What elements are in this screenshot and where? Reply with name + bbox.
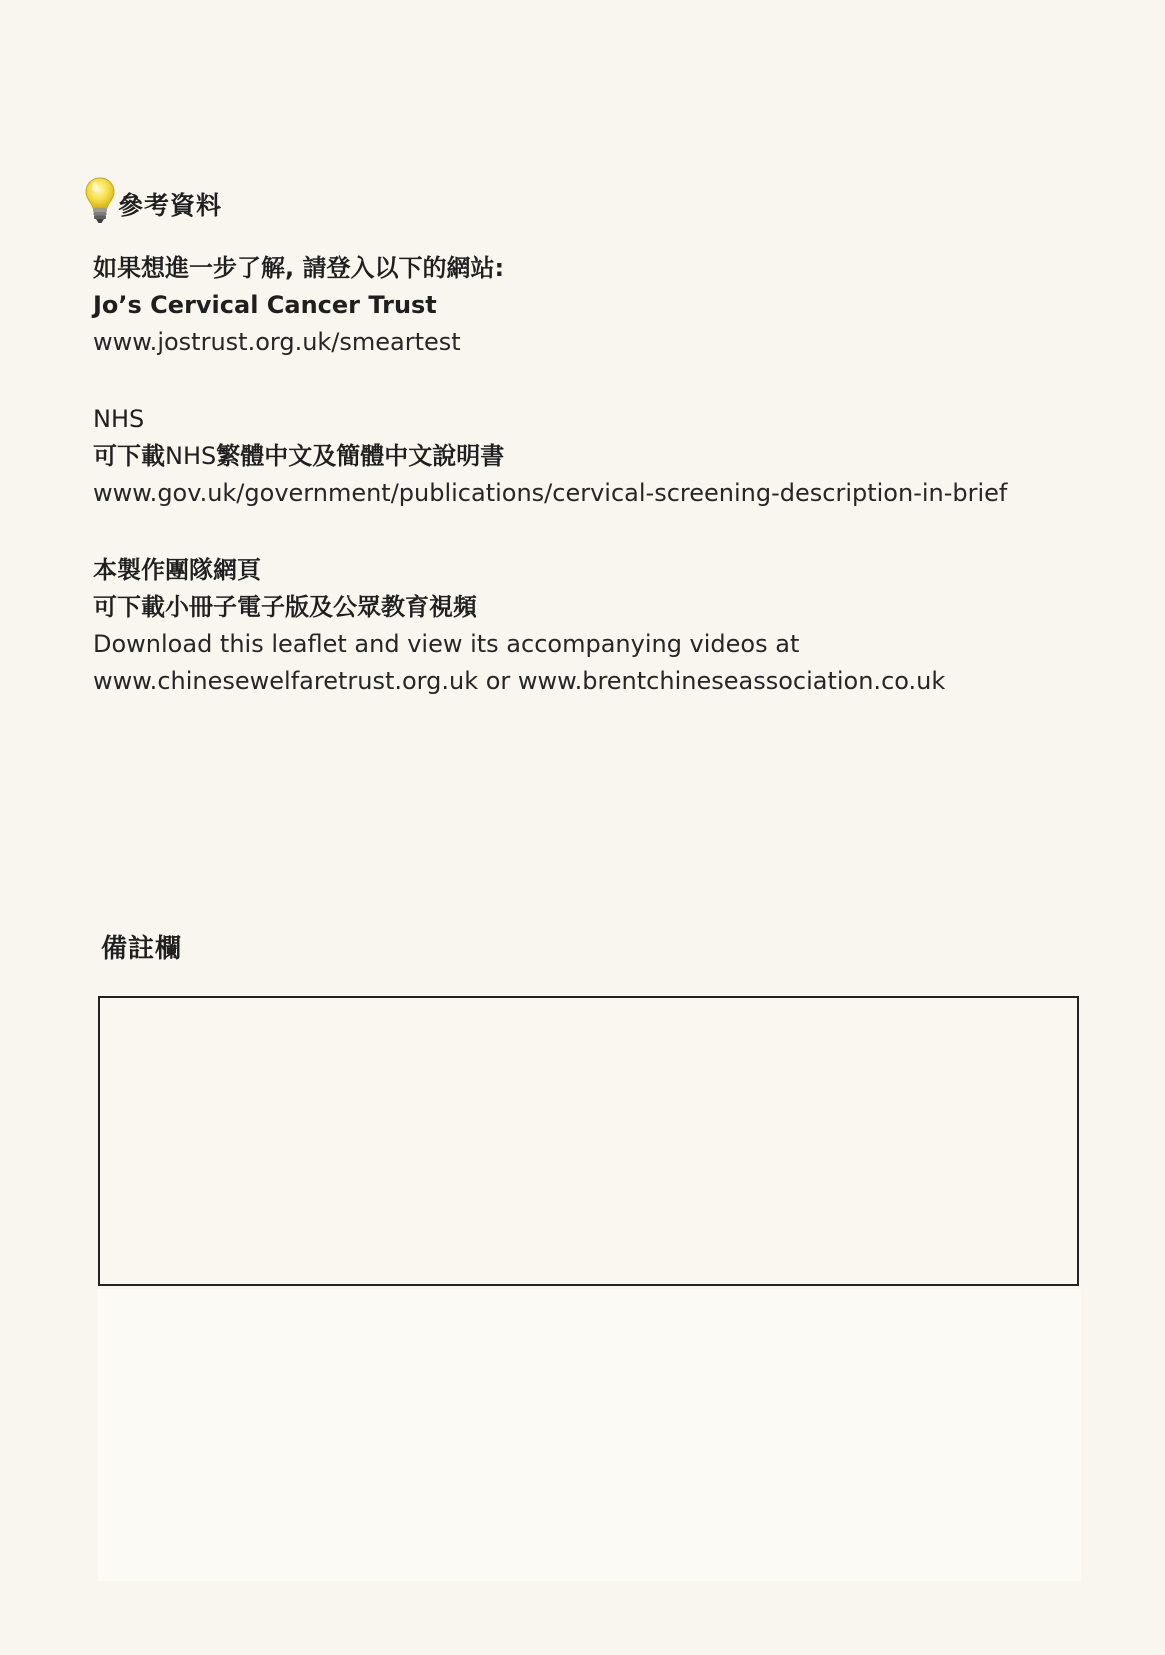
- team-description: 可下載小冊子電子版及公眾教育視頻: [93, 593, 477, 621]
- references-title: 參考資料: [118, 191, 223, 220]
- nhs-desc-suffix: 繁體中文及簡體中文說明書: [216, 442, 505, 470]
- notes-title: 備註欄: [101, 934, 183, 964]
- jos-trust-url[interactable]: www.jostrust.org.uk/smeartest: [93, 328, 461, 356]
- lower-panel: [98, 1289, 1081, 1581]
- references-intro: 如果想進一步了解, 請登入以下的網站:: [93, 254, 505, 282]
- nhs-desc-nhs: NHS: [165, 442, 217, 470]
- notes-box: [98, 996, 1079, 1286]
- jos-trust-name: Jo’s Cervical Cancer Trust: [93, 291, 437, 319]
- nhs-block: [93, 401, 1007, 512]
- lightbulb-icon: [84, 176, 116, 224]
- references-heading: [84, 176, 222, 224]
- team-download-text: Download this leaflet and view its accompanying videos at: [93, 630, 800, 658]
- nhs-url[interactable]: www.gov.uk/government/publications/cervical-screening-description-in-brief: [93, 479, 1008, 507]
- nhs-desc-prefix: 可下載: [93, 442, 165, 470]
- references-intro-block: [93, 250, 504, 361]
- team-urls[interactable]: www.chinesewelfaretrust.org.uk or www.brentchineseassociation.co.uk: [93, 667, 946, 695]
- team-block: [93, 552, 945, 700]
- team-title: 本製作團隊網頁: [93, 556, 261, 584]
- nhs-description: [93, 438, 1007, 475]
- nhs-name: NHS: [93, 405, 145, 433]
